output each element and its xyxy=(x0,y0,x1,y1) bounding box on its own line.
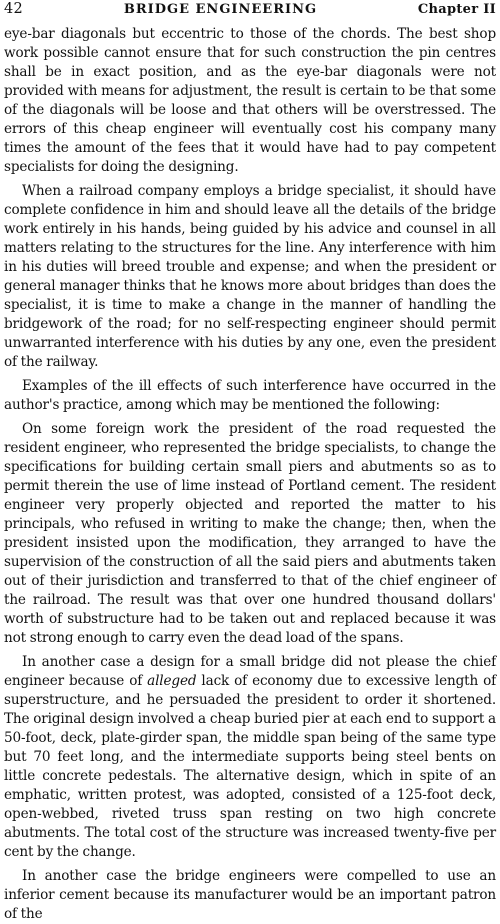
running-title: BRIDGE ENGINEERING xyxy=(123,2,318,17)
paragraph-3: Examples of the ill effects of such interference have occurred in the author's practice, among which may be mentioned the following: xyxy=(4,378,496,413)
italic-word-alleged: alleged xyxy=(147,673,197,689)
running-header xyxy=(4,0,496,25)
paragraph-5 xyxy=(4,653,496,862)
paragraph-1: eye-bar diagonals but eccentric to those of the chords. The best shop work possible cannot ensure that for such construction the pin centres shall be in exact position, and as the eye-bar diagonals were not provided with means for adjustment, the result is certain to be that some of the diagonals will be loose and that others will be overstressed. The errors of this cheap engineer will eventually cost his company many times the amount of the fees that it would have had to pay competent specialists for doing the designing. xyxy=(4,26,496,175)
page-number: 42 xyxy=(4,1,24,17)
paragraph-5-part-1: In another case a design for a small bridge did not please the chief engineer because of xyxy=(4,654,496,689)
chapter-label: Chapter II xyxy=(417,2,496,17)
paragraph-4: On some foreign work the president of the road requested the resident engineer, who represented the bridge specialists, to change the specifications for building certain small piers and abutments so as to permit therein the use of lime instead of Portland cement. The resident engineer very properly objected and reported the matter to his principals, who refused in writing to make the change; then, when the president insisted upon the modification, they arranged to have the supervision of the construction of all the said piers and abutments taken out of their jurisdiction and transferred to that of the chief engineer of the railroad. The result was that over one hundred thousand dollars' worth of substructure had to be taken out and replaced because it was not strong enough to carry even the dead load of the spans. xyxy=(4,421,496,646)
body-text xyxy=(4,25,496,924)
paragraph-2: When a railroad company employs a bridge specialist, it should have complete confidence in him and should leave all the details of the bridge work entirely in his hands, being guided by his advice and counsel in all matters relating to the structures for the line. Any interference with him in his duties will breed trouble and expense; and when the president or general manager thinks that he knows more about bridges than does the specialist, it is time to make a change in the manner of handling the bridgework of the road; for no self-respecting engineer should permit unwarranted interference with his duties by any one, even the president of the railway. xyxy=(4,183,496,370)
paragraph-6: In another case the bridge engineers were compelled to use an inferior cement because its manufacturer would be an important patron of the xyxy=(4,868,496,922)
paragraph-5-part-2: lack of economy due to excessive length of superstructure, and he persuaded the president to order it shortened. The original design involved a cheap buried pier at each end to support a 50-foot, deck, plate-girder span, the middle span being of the same type but 70 feet long, and the intermediate supports being steel bents on little concrete pedestals. The alternative design, which in spite of an emphatic, written protest, was adopted, consisted of a 125-foot deck, open-webbed, riveted truss span resting on two high concrete abutments. The total cost of the structure was increased twenty-five per cent by the change. xyxy=(4,673,496,860)
